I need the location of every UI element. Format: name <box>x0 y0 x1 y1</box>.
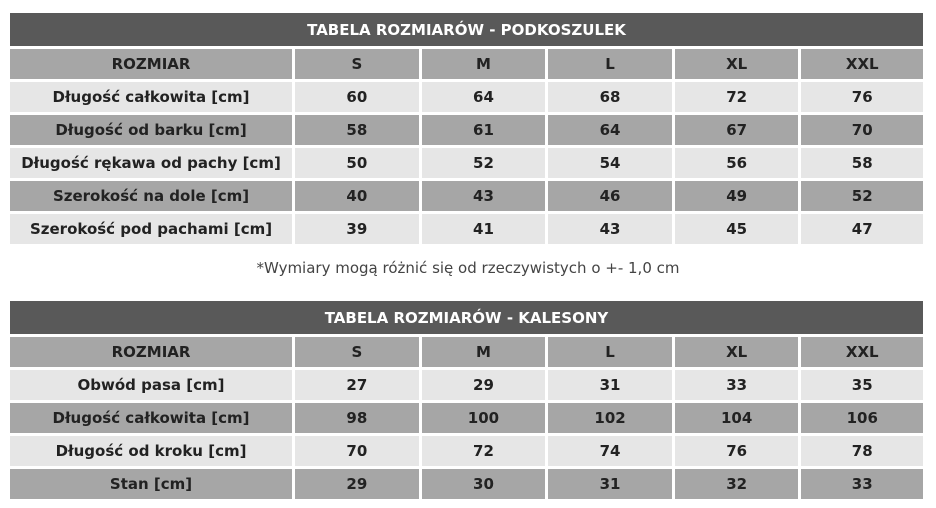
row-label-cell: Długość całkowita [cm] <box>10 82 292 112</box>
row-label-cell: Obwód pasa [cm] <box>10 370 292 400</box>
size-value-cell: 64 <box>548 115 672 145</box>
size-value-cell: XL <box>675 337 799 367</box>
table-row <box>10 82 923 112</box>
table-title: TABELA ROZMIARÓW - KALESONY <box>10 301 923 334</box>
size-value-cell: 58 <box>801 148 923 178</box>
size-value-cell: 43 <box>422 181 546 211</box>
size-value-cell: 70 <box>295 436 419 466</box>
table-row <box>10 148 923 178</box>
size-value-cell: 54 <box>548 148 672 178</box>
size-value-cell: 78 <box>801 436 923 466</box>
row-label-cell: Długość całkowita [cm] <box>10 403 292 433</box>
table-title: TABELA ROZMIARÓW - PODKOSZULEK <box>10 13 923 46</box>
size-value-cell: 76 <box>675 436 799 466</box>
size-value-cell: 50 <box>295 148 419 178</box>
row-label-cell: Długość rękawa od pachy [cm] <box>10 148 292 178</box>
table-row <box>10 469 923 499</box>
size-value-cell: XL <box>675 49 799 79</box>
size-value-cell: 35 <box>801 370 923 400</box>
size-value-cell: 32 <box>675 469 799 499</box>
table-row <box>10 403 923 433</box>
size-value-cell: S <box>295 337 419 367</box>
size-value-cell: 52 <box>422 148 546 178</box>
row-label-cell: Stan [cm] <box>10 469 292 499</box>
size-value-cell: 68 <box>548 82 672 112</box>
size-value-cell: 67 <box>675 115 799 145</box>
size-value-cell: 31 <box>548 469 672 499</box>
table-row <box>10 214 923 244</box>
size-value-cell: 29 <box>422 370 546 400</box>
size-value-cell: M <box>422 49 546 79</box>
table-header-row <box>10 49 923 79</box>
size-value-cell: 76 <box>801 82 923 112</box>
size-value-cell: 45 <box>675 214 799 244</box>
row-label-cell: ROZMIAR <box>10 337 292 367</box>
size-value-cell: L <box>548 49 672 79</box>
size-value-cell: 58 <box>295 115 419 145</box>
size-value-cell: 41 <box>422 214 546 244</box>
size-value-cell: 49 <box>675 181 799 211</box>
size-value-cell: 56 <box>675 148 799 178</box>
size-value-cell: 100 <box>422 403 546 433</box>
size-value-cell: 98 <box>295 403 419 433</box>
size-value-cell: 30 <box>422 469 546 499</box>
size-value-cell: 102 <box>548 403 672 433</box>
size-value-cell: M <box>422 337 546 367</box>
size-value-cell: 27 <box>295 370 419 400</box>
size-table-long-johns <box>10 301 923 499</box>
size-value-cell: 104 <box>675 403 799 433</box>
row-label-cell: ROZMIAR <box>10 49 292 79</box>
size-value-cell: 47 <box>801 214 923 244</box>
size-value-cell: 43 <box>548 214 672 244</box>
table-row <box>10 436 923 466</box>
size-value-cell: 31 <box>548 370 672 400</box>
size-table-undershirt <box>10 13 923 244</box>
size-value-cell: 33 <box>801 469 923 499</box>
size-value-cell: 60 <box>295 82 419 112</box>
size-value-cell: 70 <box>801 115 923 145</box>
size-value-cell: L <box>548 337 672 367</box>
row-label-cell: Długość od barku [cm] <box>10 115 292 145</box>
row-label-cell: Długość od kroku [cm] <box>10 436 292 466</box>
size-value-cell: 74 <box>548 436 672 466</box>
size-value-cell: 72 <box>675 82 799 112</box>
table-row <box>10 181 923 211</box>
size-value-cell: 46 <box>548 181 672 211</box>
measurement-note: *Wymiary mogą różnić się od rzeczywistych o +- 1,0 cm <box>256 259 680 277</box>
size-value-cell: 64 <box>422 82 546 112</box>
size-value-cell: XXL <box>801 337 923 367</box>
table-row <box>10 115 923 145</box>
size-value-cell: 29 <box>295 469 419 499</box>
row-label-cell: Szerokość na dole [cm] <box>10 181 292 211</box>
size-value-cell: 106 <box>801 403 923 433</box>
size-value-cell: XXL <box>801 49 923 79</box>
size-value-cell: 33 <box>675 370 799 400</box>
size-value-cell: 61 <box>422 115 546 145</box>
size-value-cell: 40 <box>295 181 419 211</box>
table-header-row <box>10 337 923 367</box>
size-value-cell: 72 <box>422 436 546 466</box>
size-value-cell: S <box>295 49 419 79</box>
table-row <box>10 370 923 400</box>
row-label-cell: Szerokość pod pachami [cm] <box>10 214 292 244</box>
size-value-cell: 39 <box>295 214 419 244</box>
size-value-cell: 52 <box>801 181 923 211</box>
